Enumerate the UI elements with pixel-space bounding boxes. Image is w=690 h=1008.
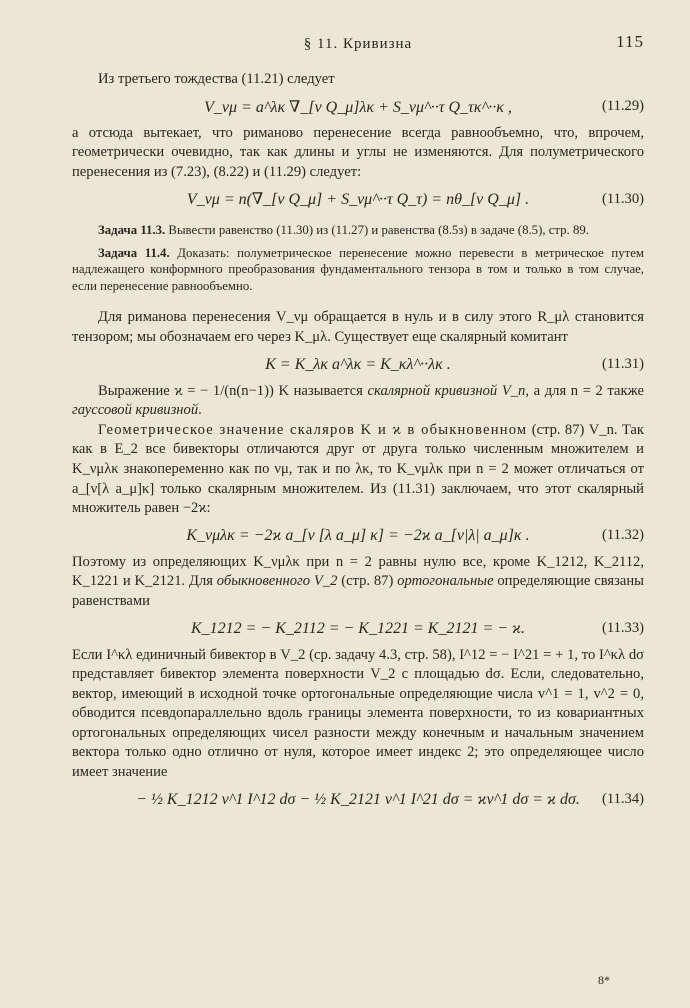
running-header (72, 30, 644, 58)
equation-11-34 (72, 783, 644, 817)
equation-number: (11.34) (601, 791, 644, 808)
text-run: Выражение ϰ = − 1/(n(n−1)) K называется (98, 382, 368, 399)
paragraph-4 (72, 382, 644, 421)
equation-11-30 (72, 182, 644, 216)
spaced-heading: Геометрическое значение скаляров K и ϰ в обыкновенном (98, 421, 528, 438)
text-run: , а для n = 2 также (525, 382, 644, 399)
term-scalar-curvature: скалярной кривизной V_n (367, 382, 526, 399)
text-run: Поэтому из определяющих K_νμλκ при n = 2 равны нулю все, кроме K_1212, K_2112, K_1221 и K_2121. Для (72, 553, 644, 590)
section-title: § 11. Кривизна (303, 36, 413, 52)
term-gauss-curvature: гауссовой кривизной (72, 402, 199, 419)
paragraph-2: а отсюда вытекает, что риманово перенесение всегда равнообъемно, что, впрочем, геометрически очевидно, так как длины и углы не изменяются. Для полуметрического перенесения из (7.23), (8.22) и (11.29) следует: (72, 124, 644, 180)
paragraph-3: Для риманова перенесения V_νμ обращается в нуль и в силу этого R_μλ становится тензором; мы обозначаем его через K_μλ. Существует еще скалярный комитант (72, 309, 644, 345)
task-label: Задача 11.3. (98, 223, 166, 238)
equation-formula: V_νμ = n(∇_[ν Q_μ] + S_νμ^··τ Q_τ) = nθ_[ν Q_μ] . (186, 191, 530, 209)
task-text: Доказать: полуметрическое перенесение можно перевести в метрическое путем надлежащего конформного преобразования фундаментального тензора в том и только в том случае, если перенесение равнообъемно. (72, 245, 644, 293)
equation-11-29 (72, 90, 644, 124)
equation-11-32 (72, 519, 644, 553)
equation-formula: − ½ K_1212 v^1 I^12 dσ − ½ K_2121 v^1 I^21 dσ = ϰv^1 dσ = ϰ dσ. (136, 790, 580, 808)
equation-11-31 (72, 348, 644, 382)
paragraph-1: Из третьего тождества (11.21) следует (98, 71, 335, 87)
term-orthogonal: ортогональные (397, 573, 494, 590)
equation-formula: K = K_λκ a^λκ = K_κλ^··λκ . (265, 355, 451, 373)
task-11-4 (72, 245, 644, 295)
equation-number: (11.33) (601, 620, 644, 636)
signature-mark: 8* (598, 973, 610, 987)
term-ordinary-v2: обыкновенного V_2 (216, 573, 338, 590)
equation-formula: K_1212 = − K_2112 = − K_1221 = K_2121 = − ϰ. (190, 619, 526, 637)
paragraph-5 (72, 421, 644, 519)
equation-number: (11.29) (601, 98, 644, 115)
task-11-3 (72, 222, 644, 239)
paragraph-7: Если I^κλ единичный бивектор в V_2 (ср. задачу 4.3, стр. 58), I^12 = − I^21 = + 1, то I^κλ dσ представляет бивектор элемента поверхности V_2 с площадью dσ. Если, следовательно, вектор, имеющий в исходной точке ортогональные определяющие числа v^1 = 1, v^2 = 0, обводится псевдопараллельно вдоль границы элемента поверхности, то из ковариантных ортогональных определяющих чисел разности между конечным и начальным значением вектора только одно отлично от нуля, которое имеет индекс 2; это определяющее число имеет значение (72, 646, 644, 781)
text-run: (стр. 87) V_n. Так как в E_2 все бивекторы отличаются друг от друга только численным множителем и K_νμλκ знакопеременно как по νμ, так и по λκ, то K_νμλκ при n = 2 может отличаться от a_[ν[λ a_μ]κ] только скалярным множителем. Из (11.31) заключаем, что этот скалярный множитель равен −2ϰ: (72, 421, 644, 517)
equation-number: (11.31) (601, 356, 644, 373)
task-label: Задача 11.4. (98, 245, 170, 260)
text-run: (стр. 87) (337, 573, 398, 590)
equation-formula: K_νμλκ = −2ϰ a_[ν [λ a_μ] κ] = −2ϰ a_[ν|λ| a_μ]κ . (186, 526, 530, 544)
text-run: . (198, 402, 202, 419)
equation-number: (11.30) (601, 190, 644, 207)
text-run: определяющие связаны равенствами (72, 573, 644, 609)
page-number: 115 (616, 32, 644, 51)
task-text: Вывести равенство (11.30) из (11.27) и равенства (8.5з) в задаче (8.5), стр. 89. (168, 223, 589, 238)
equation-formula: V_νμ = a^λκ ∇_[ν Q_μ]λκ + S_νμ^··τ Q_τκ^··κ , (204, 98, 512, 116)
equation-number: (11.32) (601, 527, 644, 544)
equation-11-33 (72, 612, 644, 646)
paragraph-6 (72, 553, 644, 612)
